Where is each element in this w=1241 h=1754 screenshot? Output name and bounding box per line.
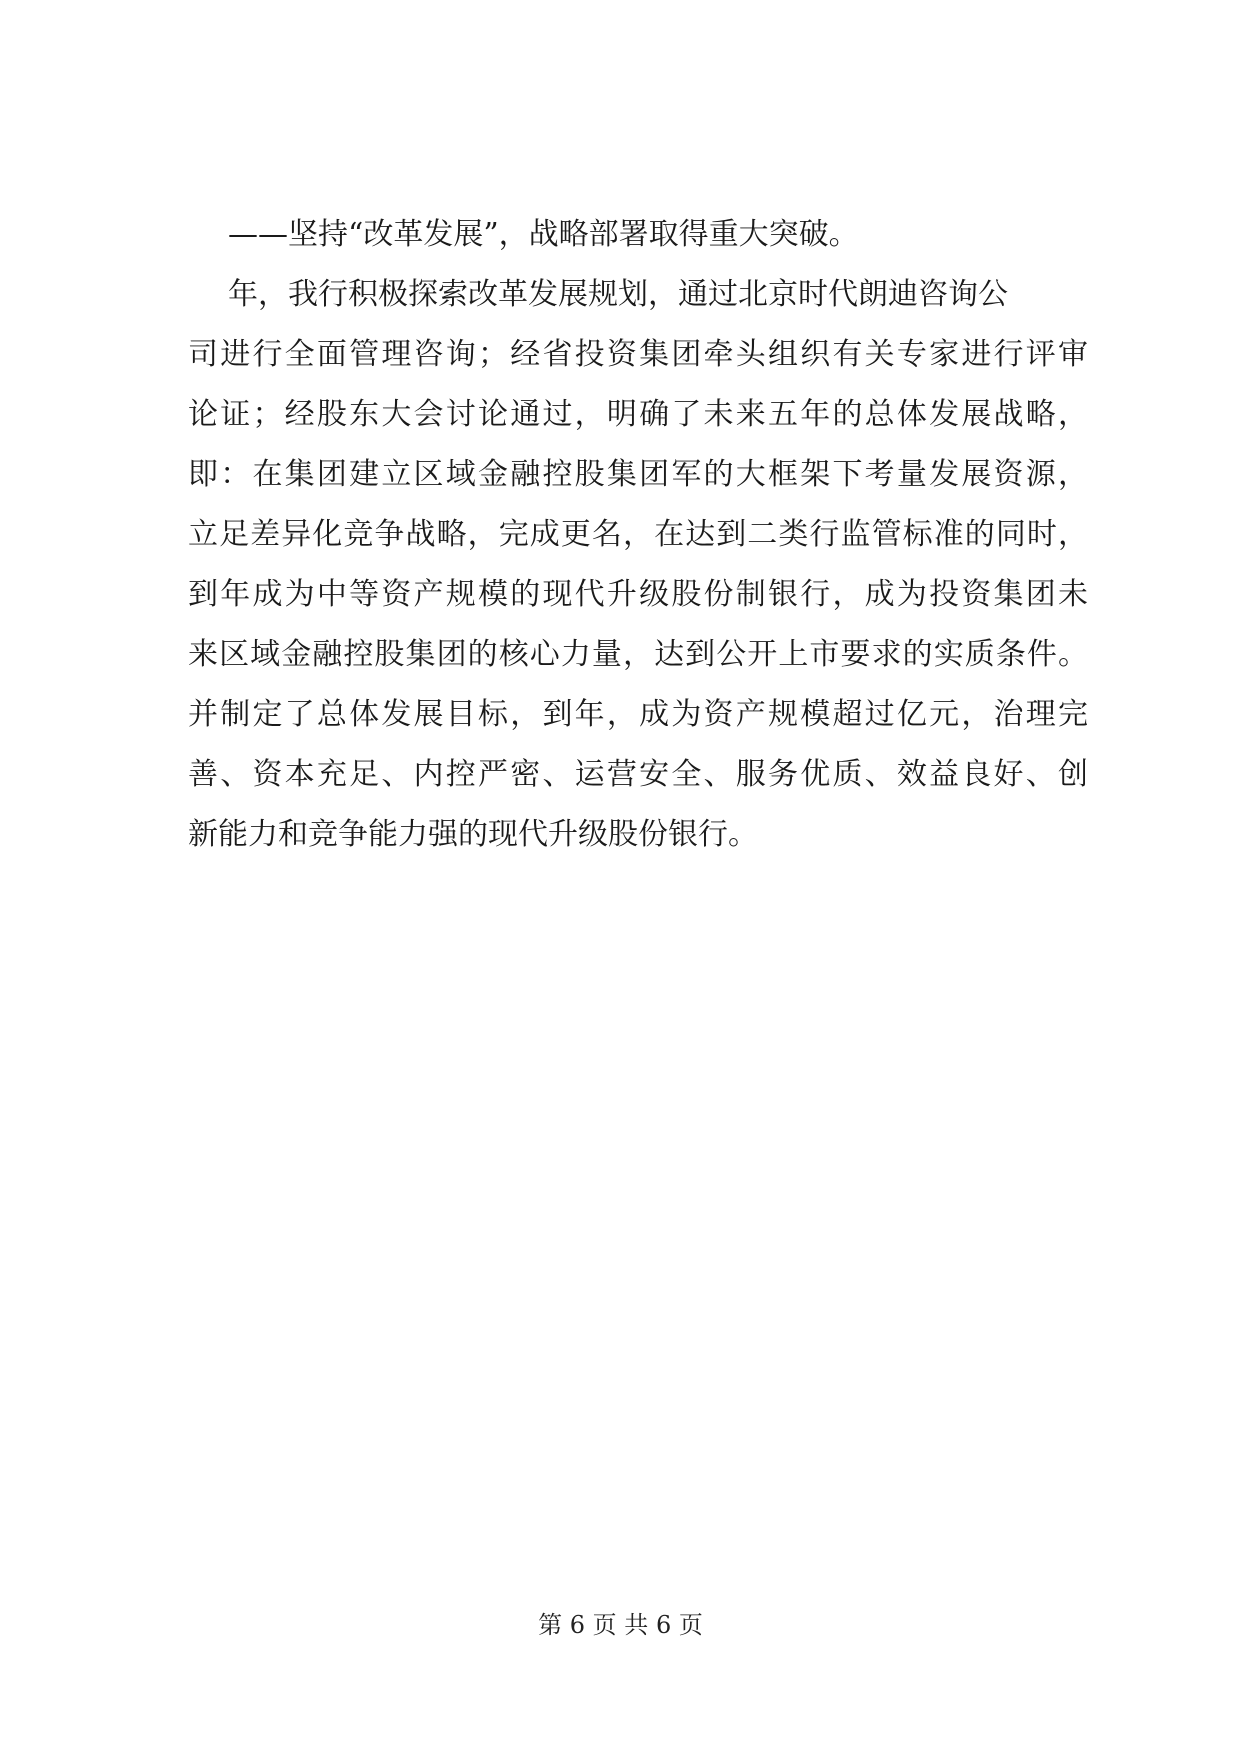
section-heading: ——坚持“改革发展”，战略部署取得重大突破。 <box>228 217 859 252</box>
page-number: 第 6 页 共 6 页 <box>538 1611 703 1639</box>
document-body <box>188 205 1088 865</box>
paragraph-line: 善、资本充足、内控严密、运营安全、服务优质、效益良好、创 <box>188 757 1088 792</box>
paragraph-line: 到年成为中等资产规模的现代升级股份制银行，成为投资集团未 <box>188 577 1088 612</box>
paragraph-line: 年，我行积极探索改革发展规划，通过北京时代朗迪咨询公 <box>228 277 1008 312</box>
paragraph-line: 立足差异化竞争战略，完成更名，在达到二类行监管标准的同时， <box>188 517 1088 552</box>
paragraph-line: 论证；经股东大会讨论通过，明确了未来五年的总体发展战略， <box>188 397 1088 432</box>
paragraph-line: 司进行全面管理咨询；经省投资集团牵头组织有关专家进行评审 <box>188 337 1088 372</box>
paragraph-line: 新能力和竞争能力强的现代升级股份银行。 <box>188 817 758 852</box>
paragraph-line: 即：在集团建立区域金融控股集团军的大框架下考量发展资源， <box>188 457 1088 492</box>
paragraph-line: 并制定了总体发展目标，到年，成为资产规模超过亿元，治理完 <box>188 697 1088 732</box>
paragraph-line: 来区域金融控股集团的核心力量，达到公开上市要求的实质条件。 <box>188 637 1088 672</box>
page-footer <box>0 1605 1241 1640</box>
